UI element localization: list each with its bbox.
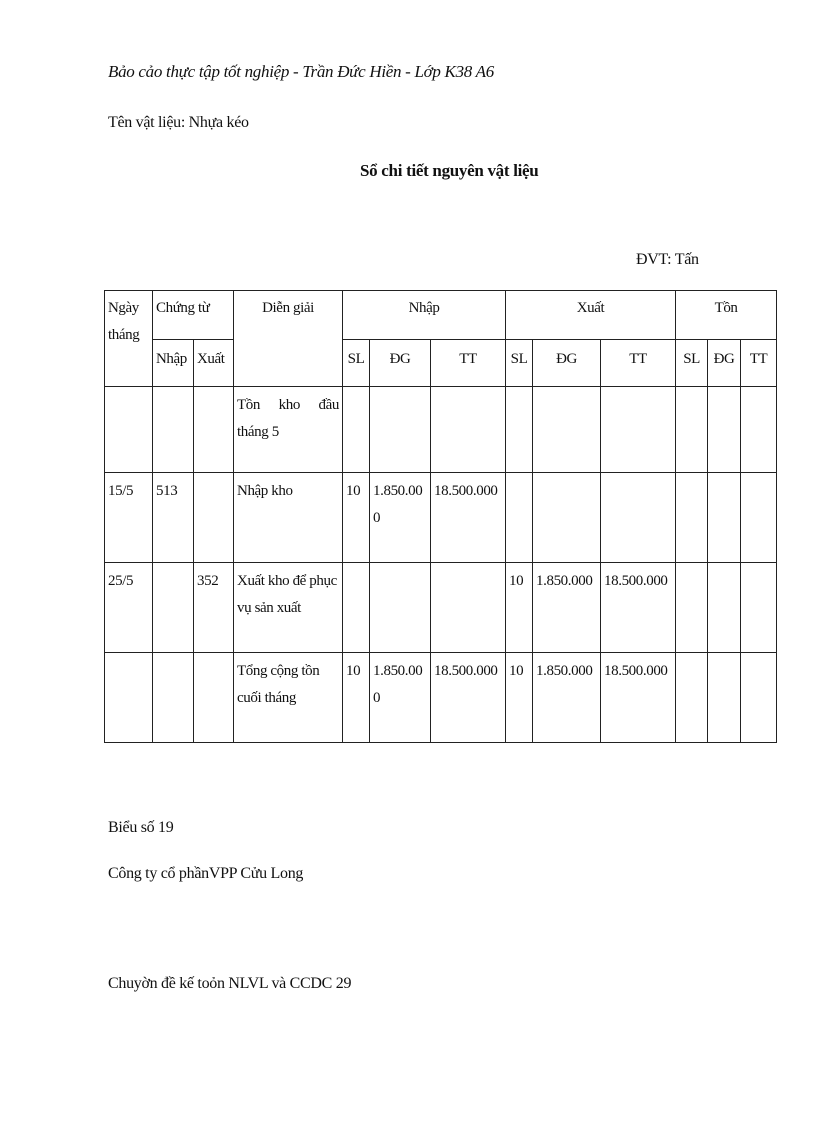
cell-in-sl: [343, 563, 370, 653]
header-row-1: [105, 291, 777, 340]
cell-stock-sl: [676, 387, 708, 473]
cell-stock-sl: [676, 653, 708, 743]
cell-out-sl: [506, 387, 533, 473]
cell-desc: Xuất kho để phục vụ sản xuất: [234, 563, 343, 653]
cell-out-dg: [533, 387, 601, 473]
cell-voucher-out: 352: [194, 563, 234, 653]
sub-out-dg: ĐG: [533, 340, 601, 387]
cell-date: 25/5: [105, 563, 153, 653]
sub-stock-dg: ĐG: [708, 340, 741, 387]
cell-in-dg: 1.850.000: [370, 653, 431, 743]
cell-stock-tt: [741, 653, 777, 743]
sub-stock-tt: TT: [741, 340, 777, 387]
cell-voucher-in: [153, 563, 194, 653]
cell-date: [105, 653, 153, 743]
cell-in-tt: 18.500.000: [431, 473, 506, 563]
cell-desc: Tổng cộng tồn cuối tháng: [234, 653, 343, 743]
sub-stock-sl: SL: [676, 340, 708, 387]
col-stock-header: Tồn: [676, 291, 777, 340]
table-row-total: [105, 653, 777, 743]
cell-voucher-in: 513: [153, 473, 194, 563]
col-desc-header: Diễn giải: [234, 291, 343, 387]
col-out-header: Xuất: [506, 291, 676, 340]
sub-voucher-in: Nhập: [153, 340, 194, 387]
cell-out-dg: 1.850.000: [533, 563, 601, 653]
cell-stock-tt: [741, 387, 777, 473]
cell-out-tt: 18.500.000: [601, 653, 676, 743]
cell-desc: Tồn kho đầu tháng 5: [234, 387, 343, 473]
cell-voucher-out: [194, 653, 234, 743]
unit-of-measure: ĐVT: Tấn: [636, 251, 699, 268]
cell-voucher-out: [194, 387, 234, 473]
cell-in-dg: 1.850.000: [370, 473, 431, 563]
cell-out-sl: 10: [506, 563, 533, 653]
cell-in-dg: [370, 387, 431, 473]
cell-in-sl: 10: [343, 473, 370, 563]
cell-date: [105, 387, 153, 473]
cell-stock-dg: [708, 563, 741, 653]
sub-in-dg: ĐG: [370, 340, 431, 387]
cell-voucher-in: [153, 653, 194, 743]
cell-stock-tt: [741, 473, 777, 563]
cell-out-tt: [601, 387, 676, 473]
cell-in-sl: 10: [343, 653, 370, 743]
appendix-label: Biểu số 19: [108, 819, 174, 836]
col-in-header: Nhập: [343, 291, 506, 340]
cell-voucher-out: [194, 473, 234, 563]
col-voucher-header: Chứng từ: [153, 291, 234, 340]
page-header: Bảo cảo thực tập tốt nghiệp - Trần Đức Hiền - Lớp K38 A6: [108, 62, 494, 81]
cell-out-sl: 10: [506, 653, 533, 743]
header-row-2: [105, 340, 777, 387]
cell-out-dg: [533, 473, 601, 563]
cell-stock-dg: [708, 387, 741, 473]
cell-voucher-in: [153, 387, 194, 473]
cell-in-tt: [431, 387, 506, 473]
table-row: [105, 563, 777, 653]
company-name: Công ty cổ phầnVPP Cửu Long: [108, 865, 304, 882]
material-name: Tên vật liệu: Nhựa kéo: [108, 114, 249, 131]
cell-stock-sl: [676, 473, 708, 563]
table-row: [105, 387, 777, 473]
material-ledger-table: [104, 290, 777, 743]
sub-out-sl: SL: [506, 340, 533, 387]
sub-in-tt: TT: [431, 340, 506, 387]
sub-out-tt: TT: [601, 340, 676, 387]
table-row: [105, 473, 777, 563]
cell-in-tt: 18.500.000: [431, 653, 506, 743]
cell-stock-tt: [741, 563, 777, 653]
cell-stock-dg: [708, 473, 741, 563]
cell-out-dg: 1.850.000: [533, 653, 601, 743]
cell-date: 15/5: [105, 473, 153, 563]
cell-stock-sl: [676, 563, 708, 653]
cell-out-tt: 18.500.000: [601, 563, 676, 653]
document-title: Sổ chi tiết nguyên vật liệu: [360, 161, 539, 180]
cell-in-dg: [370, 563, 431, 653]
cell-desc: Nhập kho: [234, 473, 343, 563]
cell-out-sl: [506, 473, 533, 563]
cell-in-sl: [343, 387, 370, 473]
sub-in-sl: SL: [343, 340, 370, 387]
page-footer: Chuyờn đề kế toỏn NLVL và CCDC 29: [108, 975, 352, 992]
sub-voucher-out: Xuất: [194, 340, 234, 387]
col-date-header: Ngày tháng: [105, 291, 153, 387]
cell-stock-dg: [708, 653, 741, 743]
cell-in-tt: [431, 563, 506, 653]
cell-out-tt: [601, 473, 676, 563]
